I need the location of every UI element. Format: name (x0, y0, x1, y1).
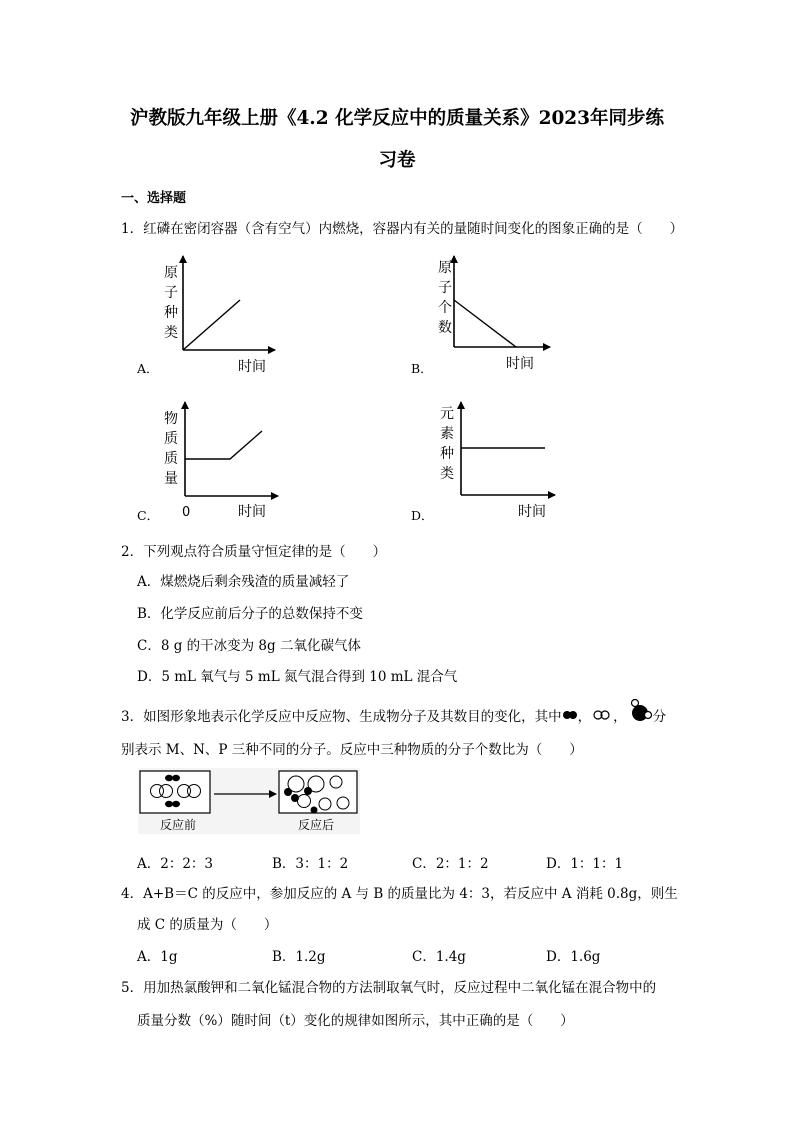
x-label: 时间 (506, 356, 534, 372)
q3-option-c: C．2：1：2 (412, 856, 489, 872)
q1-option-c-letter: C． (137, 508, 160, 523)
q4-option-a: A．1g (137, 949, 178, 965)
q4-options (0, 945, 794, 965)
y-label-char: 子 (164, 285, 178, 301)
y-label-char: 子 (438, 280, 452, 296)
trend-line (183, 300, 240, 350)
after-label: 反应后 (298, 818, 335, 832)
q4-stem-line-2: 成 C 的质量为（ ） (137, 917, 278, 933)
q3-separator: ， (577, 709, 592, 725)
y-label-char: 素 (440, 426, 454, 442)
q4-option-d: D．1.6g (546, 949, 601, 965)
y-label-char: 质 (164, 431, 178, 447)
before-label: 反应前 (160, 818, 197, 832)
q3-stem-text-end: 分 (652, 709, 667, 725)
q3-option-b: B．3：1：2 (272, 856, 349, 872)
q3-stem-line-2: 别表示 M、N、P 三种不同的分子。反应中三种物质的分子个数比为（ ） (121, 742, 583, 758)
q3-option-a: A．2：2：3 (137, 856, 214, 872)
q1-graph-b (424, 250, 564, 378)
q1-graph-d (424, 398, 564, 526)
q3-option-d: D．1：1：1 (546, 856, 624, 872)
q5-stem-line-2: 质量分数（%）随时间（t）变化的规律如图所示，其中正确的是（ ） (137, 1013, 574, 1029)
y-label-char: 种 (440, 446, 454, 462)
q3-stem-text: 3．如图形象地表示化学反应中反应物、生成物分子及其数目的变化，其中 (121, 709, 562, 725)
y-label-char: 类 (164, 325, 178, 341)
trend-line (454, 300, 516, 347)
y-label-char: 元 (440, 406, 454, 422)
trend-line (185, 431, 262, 459)
title-line-1: 沪教版九年级上册《4.2 化学反应中的质量关系》2023年同步练 (129, 108, 665, 129)
q2-option-c: C．8 g 的干冰变为 8g 二氧化碳气体 (137, 638, 361, 654)
origin-label: 0 (182, 505, 191, 520)
q4-option-c: C．1.4g (412, 949, 466, 965)
y-label-char: 数 (438, 320, 452, 336)
q2-stem: 2．下列观点符合质量守恒定律的是（ ） (121, 544, 387, 560)
q1-option-b-letter: B． (411, 361, 433, 376)
y-label-char: 类 (440, 466, 454, 482)
reaction-diagram (138, 768, 360, 834)
q3-options (0, 852, 794, 872)
x-label: 时间 (238, 359, 266, 375)
molecule-m-icon (562, 709, 578, 721)
q3-separator: ， (613, 709, 627, 725)
q1-graph-c (150, 398, 290, 526)
y-label-char: 原 (164, 265, 178, 281)
q2-option-b: B．化学反应前后分子的总数保持不变 (137, 606, 363, 622)
y-label-char: 原 (438, 260, 452, 276)
title-line-2: 习卷 (378, 150, 416, 171)
q4-stem-line-1: 4．A+B＝C 的反应中，参加反应的 A 与 B 的质量比为 4：3，若反应中 A 消耗 0.8g，则生 (121, 886, 678, 902)
y-label-char: 种 (164, 305, 178, 321)
q1-option-d-letter: D． (411, 508, 434, 523)
q2-option-a: A．煤燃烧后剩余残渣的质量减轻了 (137, 574, 350, 590)
q1-stem: 1．红磷在密闭容器（含有空气）内燃烧，容器内有关的量随时间变化的图象正确的是（ ） (121, 221, 684, 237)
y-label-char: 量 (164, 471, 178, 487)
y-label-char: 质 (164, 451, 178, 467)
molecule-p-icon (627, 698, 653, 724)
q1-graph-a (150, 250, 290, 378)
x-label: 时间 (238, 504, 266, 520)
molecule-n-icon (591, 709, 613, 721)
q3-stem-line-1 (121, 705, 666, 725)
q1-option-a-letter: A． (137, 361, 159, 376)
q2-option-d: D．5 mL 氧气与 5 mL 氮气混合得到 10 mL 混合气 (137, 669, 458, 685)
q5-stem-line-1: 5．用加热氯酸钾和二氧化锰混合物的方法制取氧气时，反应过程中二氧化锰在混合物中的 (121, 980, 657, 996)
y-label-char: 物 (164, 411, 178, 427)
q4-option-b: B．1.2g (272, 949, 326, 965)
x-label: 时间 (518, 504, 546, 520)
y-label-char: 个 (438, 300, 452, 316)
section-heading: 一、选择题 (121, 191, 187, 206)
